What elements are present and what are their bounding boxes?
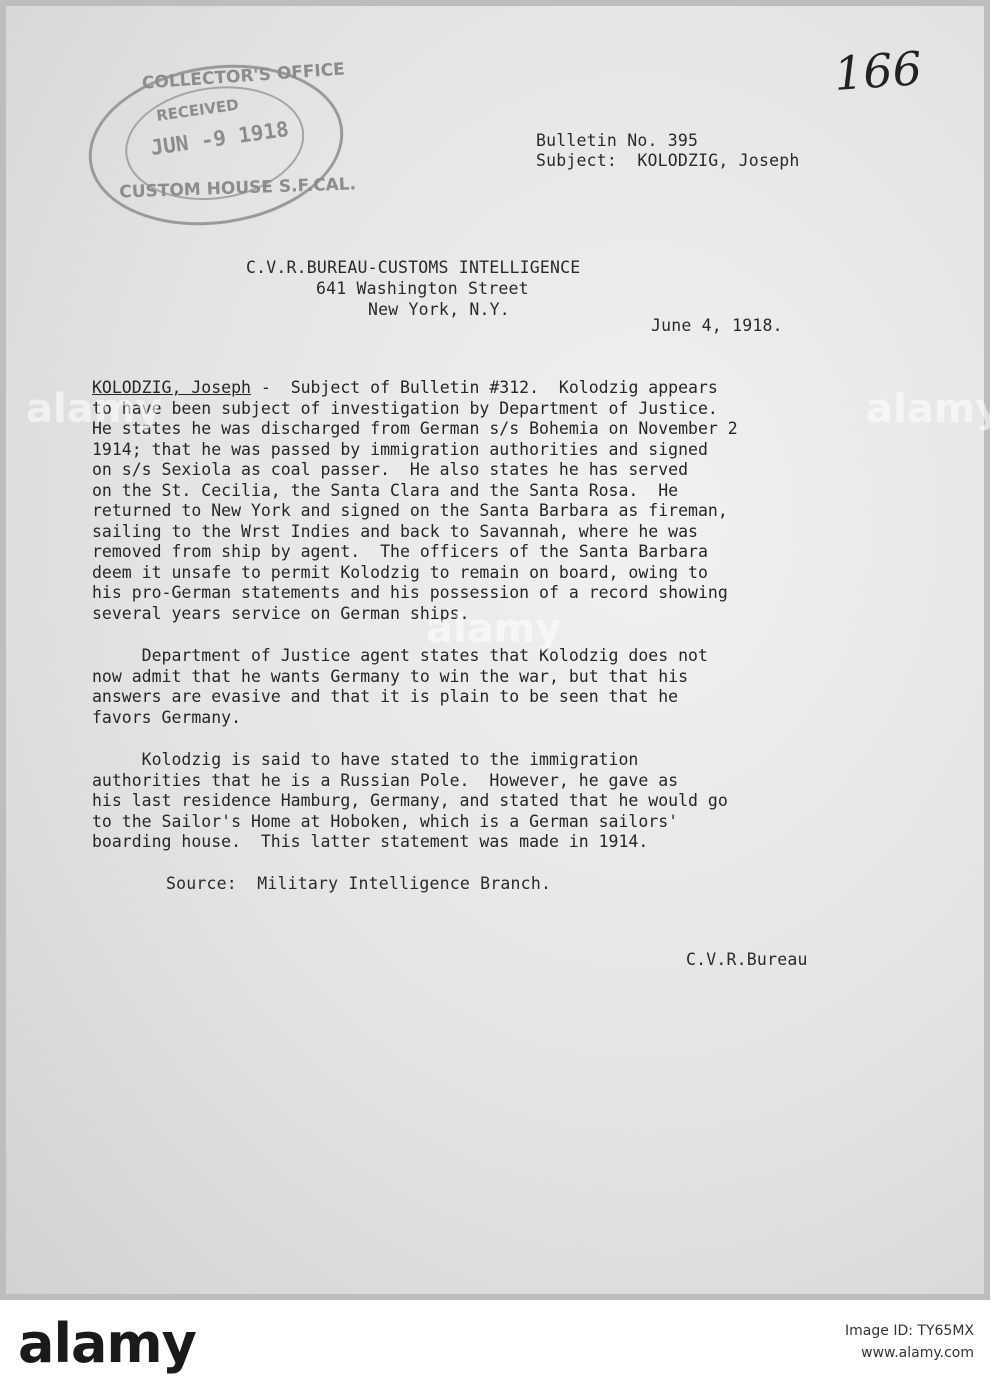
- header-address: 641 Washington Street: [316, 279, 529, 298]
- header-bureau: C.V.R.BUREAU-CUSTOMS INTELLIGENCE: [246, 258, 581, 277]
- stamp-date: JUN -9 1918: [149, 116, 291, 160]
- stamp-top-text: COLLECTOR'S OFFICE: [141, 59, 346, 94]
- header-city: New York, N.Y.: [368, 300, 510, 319]
- stamp-bottom-text: CUSTOM HOUSE S.F.CAL.: [118, 174, 357, 203]
- received-stamp: [78, 49, 357, 241]
- image-id: Image ID: TY65MX: [845, 1323, 974, 1339]
- bulletin-subject: Subject: KOLODZIG, Joseph: [536, 151, 800, 170]
- document-date: June 4, 1918.: [651, 316, 783, 335]
- bulletin-number: Bulletin No. 395: [536, 131, 699, 150]
- site-url: www.alamy.com: [861, 1345, 974, 1361]
- watermark-info: [845, 1320, 974, 1364]
- source-line: Source: Military Intelligence Branch.: [166, 874, 552, 893]
- handwritten-page-number: 166: [832, 41, 924, 101]
- paragraph-1: [92, 378, 892, 624]
- subject-name: KOLODZIG, Joseph: [92, 378, 251, 397]
- document-paper: [6, 6, 1001, 1294]
- paragraph-3: Kolodzig is said to have stated to the immigration authorities that he is a Russian Pole. However, he gave as his last residence Hamburg, Germany, and stated that he would go to the Sailor's Home at Hoboken, which is a German sailors' boarding house. This latter statement was made in 1914.: [92, 750, 728, 851]
- paragraph-1-text: - Subject of Bulletin #312. Kolodzig appears to have been subject of investigation by Department of Justice. He states he was discharged from German s/s Bohemia on November 2 1914; that he was passed by immigration authorities and signed on s/s Sexiola as coal passer. He also states he has served on the St. Cecilia, the Santa Clara and the Santa Rosa. He returned to New York and signed on the Santa Barbara as fireman, sailing to the Wrst Indies and back to Savannah, where he was removed from ship by agent. The officers of the Santa Barbara deem it unsafe to permit Kolodzig to remain on board, owing to his pro-German statements and his possession of a record showing several years service on German ships.: [92, 378, 738, 623]
- watermark-overlay-left: alamy: [26, 386, 162, 432]
- alamy-logo: alamy: [18, 1312, 196, 1375]
- watermark-overlay-right: alamy: [866, 386, 1001, 432]
- watermark-bar: [0, 1300, 990, 1390]
- signature: C.V.R.Bureau: [686, 950, 808, 969]
- watermark-overlay-center: alamy: [426, 606, 562, 652]
- paragraph-2: Department of Justice agent states that Kolodzig does not now admit that he wants Germany to win the war, but that his answers are evasive and that it is plain to be seen that he favors Germany.: [92, 646, 708, 727]
- stamp-received-text: RECEIVED: [155, 95, 240, 125]
